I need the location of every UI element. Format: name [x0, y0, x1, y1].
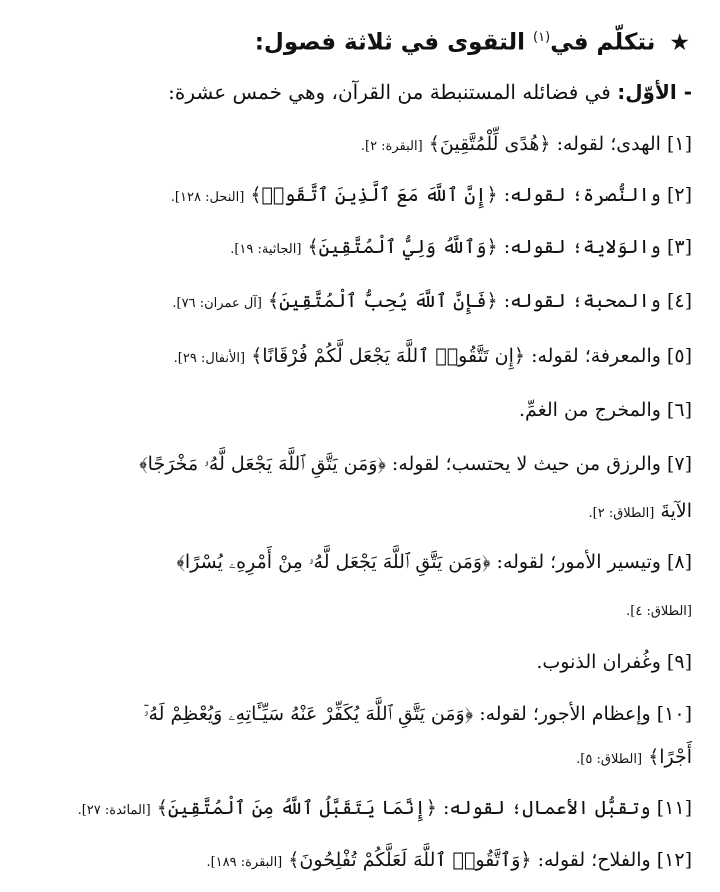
list-item — [12, 791, 692, 828]
item-reference: [النحل: ١٢٨]. — [170, 190, 245, 205]
item-verse: ﴿إِن تَتَّقُوا۟ ٱللَّهَ يَجْعَل لَّكُمْ فُرْقَانًا﴾ — [251, 345, 526, 367]
list-item — [12, 645, 692, 679]
item-verse: ﴿فَإِنَّ ٱللَّهَ يُحِبُّ ٱلْمُتَّقِينَ﴾ — [268, 290, 498, 312]
item-lead: [١١] وتقبُّل الأعمال؛ لقوله: — [442, 797, 692, 819]
item-reference: [آل عمران: ٧٦]. — [172, 296, 262, 311]
list-item — [12, 339, 692, 376]
item-reference: [المائدة: ٢٧]. — [77, 803, 151, 818]
list-item — [12, 284, 692, 321]
title-text-start: نتكلّم في — [550, 29, 656, 56]
item-lead: [١] الهدى؛ لقوله: — [556, 133, 692, 155]
title-text-end: التقوى في ثلاثة فصول: — [254, 29, 526, 56]
list-item-continuation — [12, 742, 692, 775]
item-verse: ﴿إِنَّمَا يَتَقَبَّلُ ٱللَّهُ مِنَ ٱلْمُتَّقِينَ﴾ — [156, 797, 437, 819]
item-lead: [٦] والمخرج من الغمِّ. — [519, 399, 692, 421]
item-reference: [الأنفال: ٢٩]. — [173, 351, 246, 366]
page-title — [30, 18, 690, 63]
section-intro-text: في فضائله المستنبطة من القرآن، وهي خمس عشرة: — [168, 80, 611, 104]
item-reference: [البقرة: ٢]. — [360, 139, 423, 154]
item-lead: [٥] والمعرفة؛ لقوله: — [531, 345, 692, 367]
item-lead: [٩] وغُفران الذنوب. — [536, 651, 692, 673]
list-item — [12, 393, 692, 427]
list-item — [12, 545, 692, 579]
list-item — [12, 843, 692, 880]
item-verse: ﴿إِنَّ ٱللَّهَ مَعَ ٱلَّذِينَ ٱتَّقَوا۟﴾ — [250, 184, 498, 206]
item-lead: [٤] والمحبة؛ لقوله: — [503, 290, 692, 312]
item-verse: ﴿وَمَن يَتَّقِ ٱللَّهَ يَجْعَل لَّهُۥ مِنْ أَمْرِهِۦ يُسْرًا﴾ — [176, 551, 491, 573]
section-label: - الأوّل: — [617, 80, 692, 104]
item-verse: ﴿وَمَن يَتَّقِ ٱللَّهَ يَجْعَل لَّهُۥ مَخْرَجًا﴾ — [139, 453, 386, 475]
section-intro — [20, 75, 692, 109]
list-item — [12, 447, 692, 481]
item-reference: [البقرة: ١٨٩]. — [206, 855, 283, 870]
item-verse: ﴿وَٱللَّهُ وَلِيُّ ٱلْمُتَّقِينَ﴾ — [307, 236, 498, 258]
item-verse: ﴿هُدًى لِّلْمُتَّقِينَ﴾ — [428, 133, 551, 155]
footnote-marker: (١) — [533, 30, 551, 45]
item-lead: [٣] والوَلاية؛ لقوله: — [503, 236, 692, 258]
list-item-continuation — [12, 496, 692, 529]
list-item-continuation — [12, 594, 692, 627]
item-lead: [١٠] وإعظام الأجور؛ لقوله: — [479, 703, 692, 725]
list-item — [12, 697, 692, 731]
item-reference: [الجاثية: ١٩]. — [230, 242, 302, 257]
star-icon: ★ — [669, 29, 690, 56]
item-continuation-text: أَجْرًا﴾ — [648, 746, 692, 768]
item-lead: [٢] والنُّصرة؛ لقوله: — [503, 184, 692, 206]
item-lead: [١٢] والفلاح؛ لقوله: — [537, 849, 692, 871]
item-continuation-text: الآيةَ — [660, 500, 692, 522]
item-lead: [٧] والرزق من حيث لا يحتسب؛ لقوله: — [391, 453, 692, 475]
item-reference: [الطلاق: ٢]. — [588, 506, 655, 521]
list-item — [12, 230, 692, 267]
list-item — [12, 178, 692, 215]
item-verse: ﴿وَمَن يَتَّقِ ٱللَّهَ يُكَفِّرْ عَنْهُ سَيِّـَٔاتِهِۦ وَيُعْظِمْ لَهُۥٓ — [143, 703, 474, 725]
item-reference: [الطلاق: ٥]. — [576, 752, 643, 767]
item-lead: [٨] وتيسير الأمور؛ لقوله: — [496, 551, 692, 573]
list-item — [12, 127, 692, 164]
item-verse: ﴿وَٱتَّقُوا۟ ٱللَّهَ لَعَلَّكُمْ تُفْلِحُونَ﴾ — [288, 849, 532, 871]
item-reference: [الطلاق: ٤]. — [626, 604, 692, 619]
